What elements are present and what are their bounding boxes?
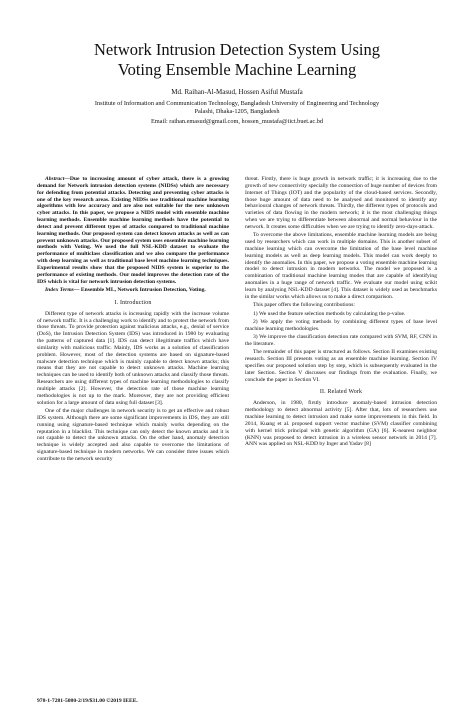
authors: Md. Raihan-Al-Masud, Hossen Asiful Mustafa bbox=[171, 88, 303, 96]
affiliation-line-2: Palashi, Dhaka-1205, Bangladesh bbox=[194, 108, 280, 115]
abstract-text: —Due to increasing amount of cyber attack, there is a growing demand for Network intrusion detection systems (NIDSs) which are necessary for defending from potential attacks. Detecting and preventing cyber attacks is one of the key research areas. Existing NIDSs use traditional machine learning algorithms with low accuracy and are also not suitable for the new unknown cyber attacks. In this paper, we propose a NIDS model with ensemble machine learning methods. Ensemble machine learning methods have the potential to detect and prevent different types of attacks compared to traditional machine learning methods. Our proposed system can detect known attacks as well as can prevent unknown attacks. Our proposed system uses ensemble machine learning methods with Voting. We used the full NSL-KDD dataset to evaluate the performance of multiclass classification and we also compare the performance with deep learning as well as traditional base level machine learning techniques. Experimental results show that the proposed NIDS system is superior to the performance of existing methods. Our model improves the detection rate of the IDS which is vital for network intrusion detection systems. bbox=[37, 176, 229, 285]
title-line-1: Network Intrusion Detection System Using bbox=[94, 40, 380, 59]
affiliation bbox=[37, 100, 437, 116]
intro-paragraph-4: To overcome the above limitations, ensemble machine learning models are being used by researchers which can work in multiple domains. This is another subset of machine learning which can overcome the limitation of the base level machine learning models as well as deep learning models. This model can work deeply to identify the anomalies. In this paper, we propose a voting ensemble machine learning model to detect intrusion in modern networks. The model we proposed is a combination of traditional machine learning modes that are capable of identifying anomalies in a huge range of network traffic. We evaluate our model using scikit learn by analysing NSL-KDD dataset [4]. This dataset is widely used as benchmarks in the similar works which allows us to make a direct comparison. bbox=[245, 232, 437, 300]
abstract bbox=[37, 176, 229, 286]
index-terms bbox=[37, 287, 229, 294]
section-heading-related-work: II. Related Work bbox=[319, 389, 363, 396]
abstract-label: Abstract bbox=[45, 176, 65, 182]
intro-paragraph-1: Different type of network attacks is increasing rapidly with the increase volume of network traffic. It is a challenging work to identify and to protect the network from those threats. To provide protection against malicious attacks, e.g., denial of service (DoS), the Intrusion Detection System (IDS) was introduced in 1980 by evaluating the patterns of captured data [1]. IDS can detect illegitimate traffics which have similarity with malicious traffic. Mainly, IDS works as a solution of classification problem. However, most of the detection systems are based on signature-based malware detection technique which is mainly capable to detect known attacks; this means that they are not capable to detect unknown attacks. Machine learning techniques can be used to identify both of unknown attacks and classify those threats. Researchers are using different types of machine learning methodologies to classify multiple attacks [2]. However, the detection rate of those machine learning methodologies is not up to the mark. Moreover, they are not providing efficient solution for a large amount of data using full dataset [3]. bbox=[37, 310, 229, 406]
left-column bbox=[37, 176, 229, 676]
body-columns bbox=[37, 176, 437, 676]
paper-page bbox=[0, 40, 474, 710]
contribution-2: 2) We apply the voting methods by combining different types of base level machine learning methodologies. bbox=[245, 318, 437, 332]
right-column bbox=[245, 176, 437, 676]
affiliation-line-1: Institute of Information and Communication Technology, Bangladesh University of Engineering and Technology bbox=[94, 100, 380, 107]
related-paragraph-1: Anderson, in 1980, firstly introduce anomaly-based intrusion detection methodology to detect abnormal activity [5]. After that, lots of researchers use machine learning to detect intrusion and make some improvements in this field. In 2014, Kuang et al. proposed support vector machine (SVM) classifier combining with kernel trick principal with genetic algorithm (GA) [6]. K-nearest neighbor (KNN) was proposed to detect intrusion in a wireless sensor network in 2014 [7]. ANN was applied on NSL-KDD by Inger and Yadav [8] bbox=[245, 400, 437, 448]
title-line-2: Voting Ensemble Machine Learning bbox=[117, 60, 357, 79]
contribution-3: 3) We improve the classification detection rate compared with SVM, RF, CNN in the literature. bbox=[245, 334, 437, 347]
index-terms-label: Index Terms bbox=[45, 287, 74, 293]
contribution-1: 1) We used the feature selection methods by calculating the p-value. bbox=[253, 310, 406, 317]
email-line: Email: raihan.emasud@gmail.com, hossen_mustafa@iict.buet.ac.bd bbox=[150, 118, 324, 125]
index-terms-text: — Ensemble ML, Network Intrusion Detection, Voting. bbox=[73, 287, 206, 293]
intro-paragraph-3: threat. Firstly, there is huge growth in network traffic; it is increasing due to the growth of new connectivity specially the connection of huge number of devices from Internet of Things (IOT) and the popularity of the cloud-based services. Secondly, those huge amount of data need to be analysed and monitored to identify any behavioural changes of network threats. Thirdly, the different types of protocols and varieties of data flowing in the modern network; it is the most challenging things when we are trying to differentiate between abnormal and normal behaviour in the network. It creates some difficulties when we are trying to identify zero-days-attack. bbox=[245, 176, 437, 230]
intro-paragraph-2: One of the major challenges in network security is to get an effective and robust IDS system. Although there are some significant improvements in IDS, they are still running using signature-based technique which mainly works depending on the reputation in a blacklist. This technique can only detect the known attacks and it is not capable to detect the unknown attacks. On the other hand, anomaly detection technique is widely accepted and also capable to overcome the limitations of signature-based technique in modern networks. We can consider three issues which contribute to the network security bbox=[37, 408, 229, 462]
intro-paragraph-6: The remainder of this paper is structured as follows. Section II examines existing research. Section III presents voting as an ensemble machine learning. Section IV specifies our proposed solution step by step, which is subsequently evaluated in the later Section. Section V discusses our findings from the evaluation. Finally, we conclude the paper in Section VI. bbox=[245, 349, 437, 383]
paper-title bbox=[37, 40, 437, 80]
intro-paragraph-5: This paper offers the following contributions: bbox=[253, 302, 355, 309]
copyright-footer: 978-1-7281-5080-2/19/$31.00 ©2019 IEEE. bbox=[37, 698, 138, 704]
section-heading-introduction: I. Introduction bbox=[114, 299, 152, 306]
